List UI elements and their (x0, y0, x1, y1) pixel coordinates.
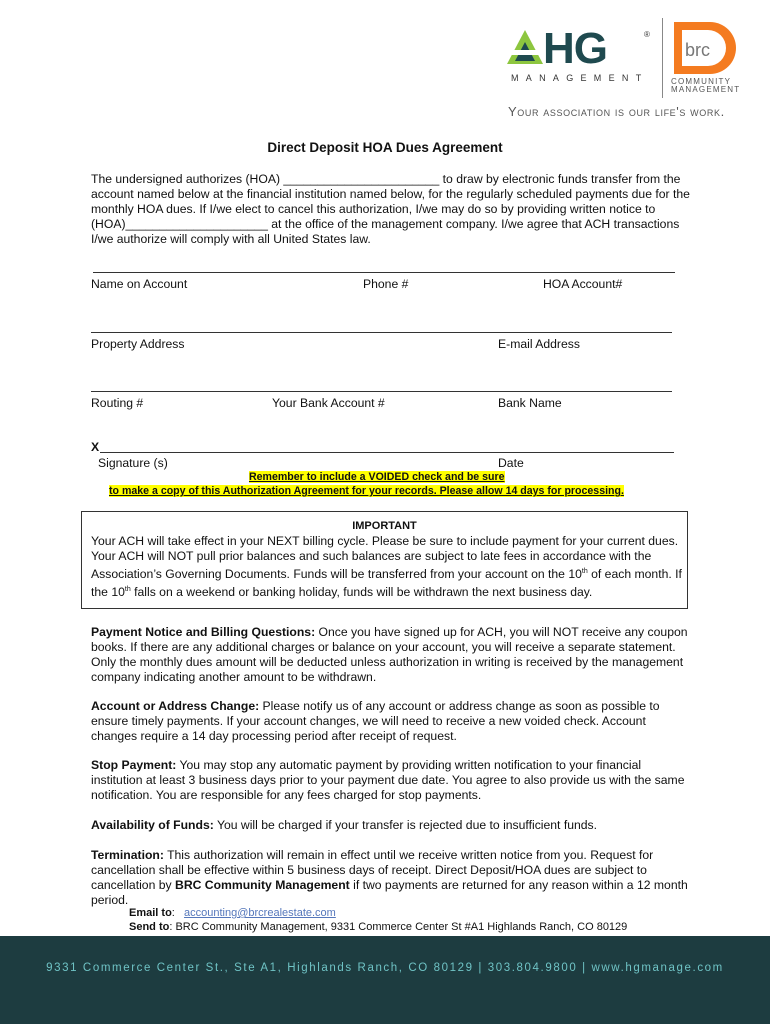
reminder-line-2: to make a copy of this Authorization Agreement for your records. Please allow 14 days for processing. (109, 485, 624, 497)
brc-sub-line1: COMMUNITY (671, 77, 732, 86)
hoa-account-label: HOA Account# (543, 277, 623, 291)
date-label: Date (498, 456, 524, 470)
bank-row-line[interactable] (91, 391, 672, 392)
send-value: : BRC Community Management, 9331 Commerce Center St #A1 Highlands Ranch, CO 80129 (169, 921, 628, 933)
triangle-logo-icon (505, 28, 545, 68)
availability-body: You will be charged if your transfer is rejected due to insufficient funds. (213, 818, 598, 832)
brc-sub-text (671, 78, 740, 94)
address-change-section (91, 699, 691, 744)
payment-notice-heading: Payment Notice and Billing Questions: (91, 625, 316, 639)
address-row-line[interactable] (91, 332, 672, 333)
page-title: Direct Deposit HOA Dues Agreement (267, 140, 503, 155)
logo-text: HG (543, 24, 607, 73)
signature-line[interactable] (100, 452, 674, 453)
termination-body-1: This authorization will remain in effect until we receive written notice from you. Request for cancellation shall be effective within 5 business days of receipt. Direct Deposit/HOA dues are subject to cancellation by (91, 848, 654, 893)
signature-x: X (91, 440, 100, 454)
footer-bar (0, 936, 770, 1024)
important-sup-1: th (581, 568, 588, 576)
property-address-label: Property Address (91, 337, 185, 351)
logo-divider (662, 18, 663, 98)
stop-payment-heading: Stop Payment: (91, 758, 177, 772)
payment-notice-section (91, 625, 691, 685)
email-line (129, 907, 336, 919)
stop-payment-section (91, 758, 691, 803)
important-sup-2: th (124, 586, 131, 594)
phone-label: Phone # (363, 277, 409, 291)
routing-label: Routing # (91, 396, 144, 410)
brc-logo-icon (670, 18, 736, 76)
email-link[interactable]: accounting@brcrealestate.com (184, 907, 336, 919)
brc-logo (670, 18, 736, 76)
termination-body-2: if two payments are returned for any reason within a 12 month period. (91, 878, 688, 908)
email-address-label: E-mail Address (498, 337, 580, 351)
availability-heading: Availability of Funds: (91, 818, 214, 832)
signature-label: Signature (s) (98, 456, 168, 470)
stop-payment-body: You may stop any automatic payment by providing written notification to your financial institution at least 3 business days prior to your payment due date. You agree to also provide us with the same notification. You are responsible for any fees charged for stop payments. (91, 758, 685, 803)
termination-company: BRC Community Management (175, 878, 350, 893)
bank-account-label: Your Bank Account # (272, 396, 385, 410)
tagline: Your association is our life's work. (508, 104, 725, 119)
termination-section (91, 848, 691, 908)
email-label: Email to (129, 907, 172, 919)
termination-heading: Termination: (91, 848, 164, 862)
email-separator: : (171, 907, 185, 919)
important-body (91, 534, 683, 601)
bank-name-label: Bank Name (498, 396, 562, 410)
footer-address: 9331 Commerce Center St., Ste A1, Highlands Ranch, CO 80129 | 303.804.9800 | www.hgmanage.com (46, 962, 724, 974)
important-text-2: of each month. If the 10 (91, 567, 682, 600)
logo-sub-text: MANAGEMENT (511, 73, 649, 83)
important-title: IMPORTANT (352, 520, 417, 532)
send-label: Send to (129, 921, 170, 933)
name-row-line[interactable] (93, 272, 675, 273)
send-line (129, 921, 627, 933)
registered-mark: ® (644, 30, 650, 39)
availability-section (91, 818, 691, 833)
address-change-heading: Account or Address Change: (91, 699, 260, 713)
reminder-line-1: Remember to include a VOIDED check and be sure (249, 471, 505, 483)
important-text-3: falls on a weekend or banking holiday, funds will be withdrawn the next business day. (130, 585, 593, 600)
important-text-1: Your ACH will take effect in your NEXT billing cycle. Please be sure to include payment for your current dues. Your ACH will NOT pull prior balances and such balances are subject to late fees in accordance with the Association’s Governing Documents. Funds will be transferred from your account on the 10 (91, 534, 679, 582)
intro-paragraph: The undersigned authorizes (HOA) _______________________ to draw by electronic funds transfer from the account named below at the financial institution named below, for the regularly scheduled payments due for the monthly HOA dues. If I/we elect to cancel this authorization, I/we may do so by providing written notice to (HOA)_____________________ at the office of the management company. I/we agree that ACH transactions I/we authorize will comply with all United States law. (91, 172, 690, 247)
payment-notice-body: Once you have signed up for ACH, you will NOT receive any coupon books. If there are any additional charges or balance on your account, you will receive a separate statement. Only the monthly dues amount will be deducted unless authorization in writing is received by the management company indicating another amount to be withdrawn. (91, 625, 688, 685)
brc-text: brc (685, 40, 711, 60)
important-box (81, 511, 688, 609)
brc-sub-line2: MANAGEMENT (671, 85, 741, 94)
name-on-account-label: Name on Account (91, 277, 188, 291)
address-change-body: Please notify us of any account or address change as soon as possible to ensure timely payments. If your account changes, we will need to receive a new voided check. Account changes require a 14 day processing period after receipt of request. (91, 699, 660, 744)
